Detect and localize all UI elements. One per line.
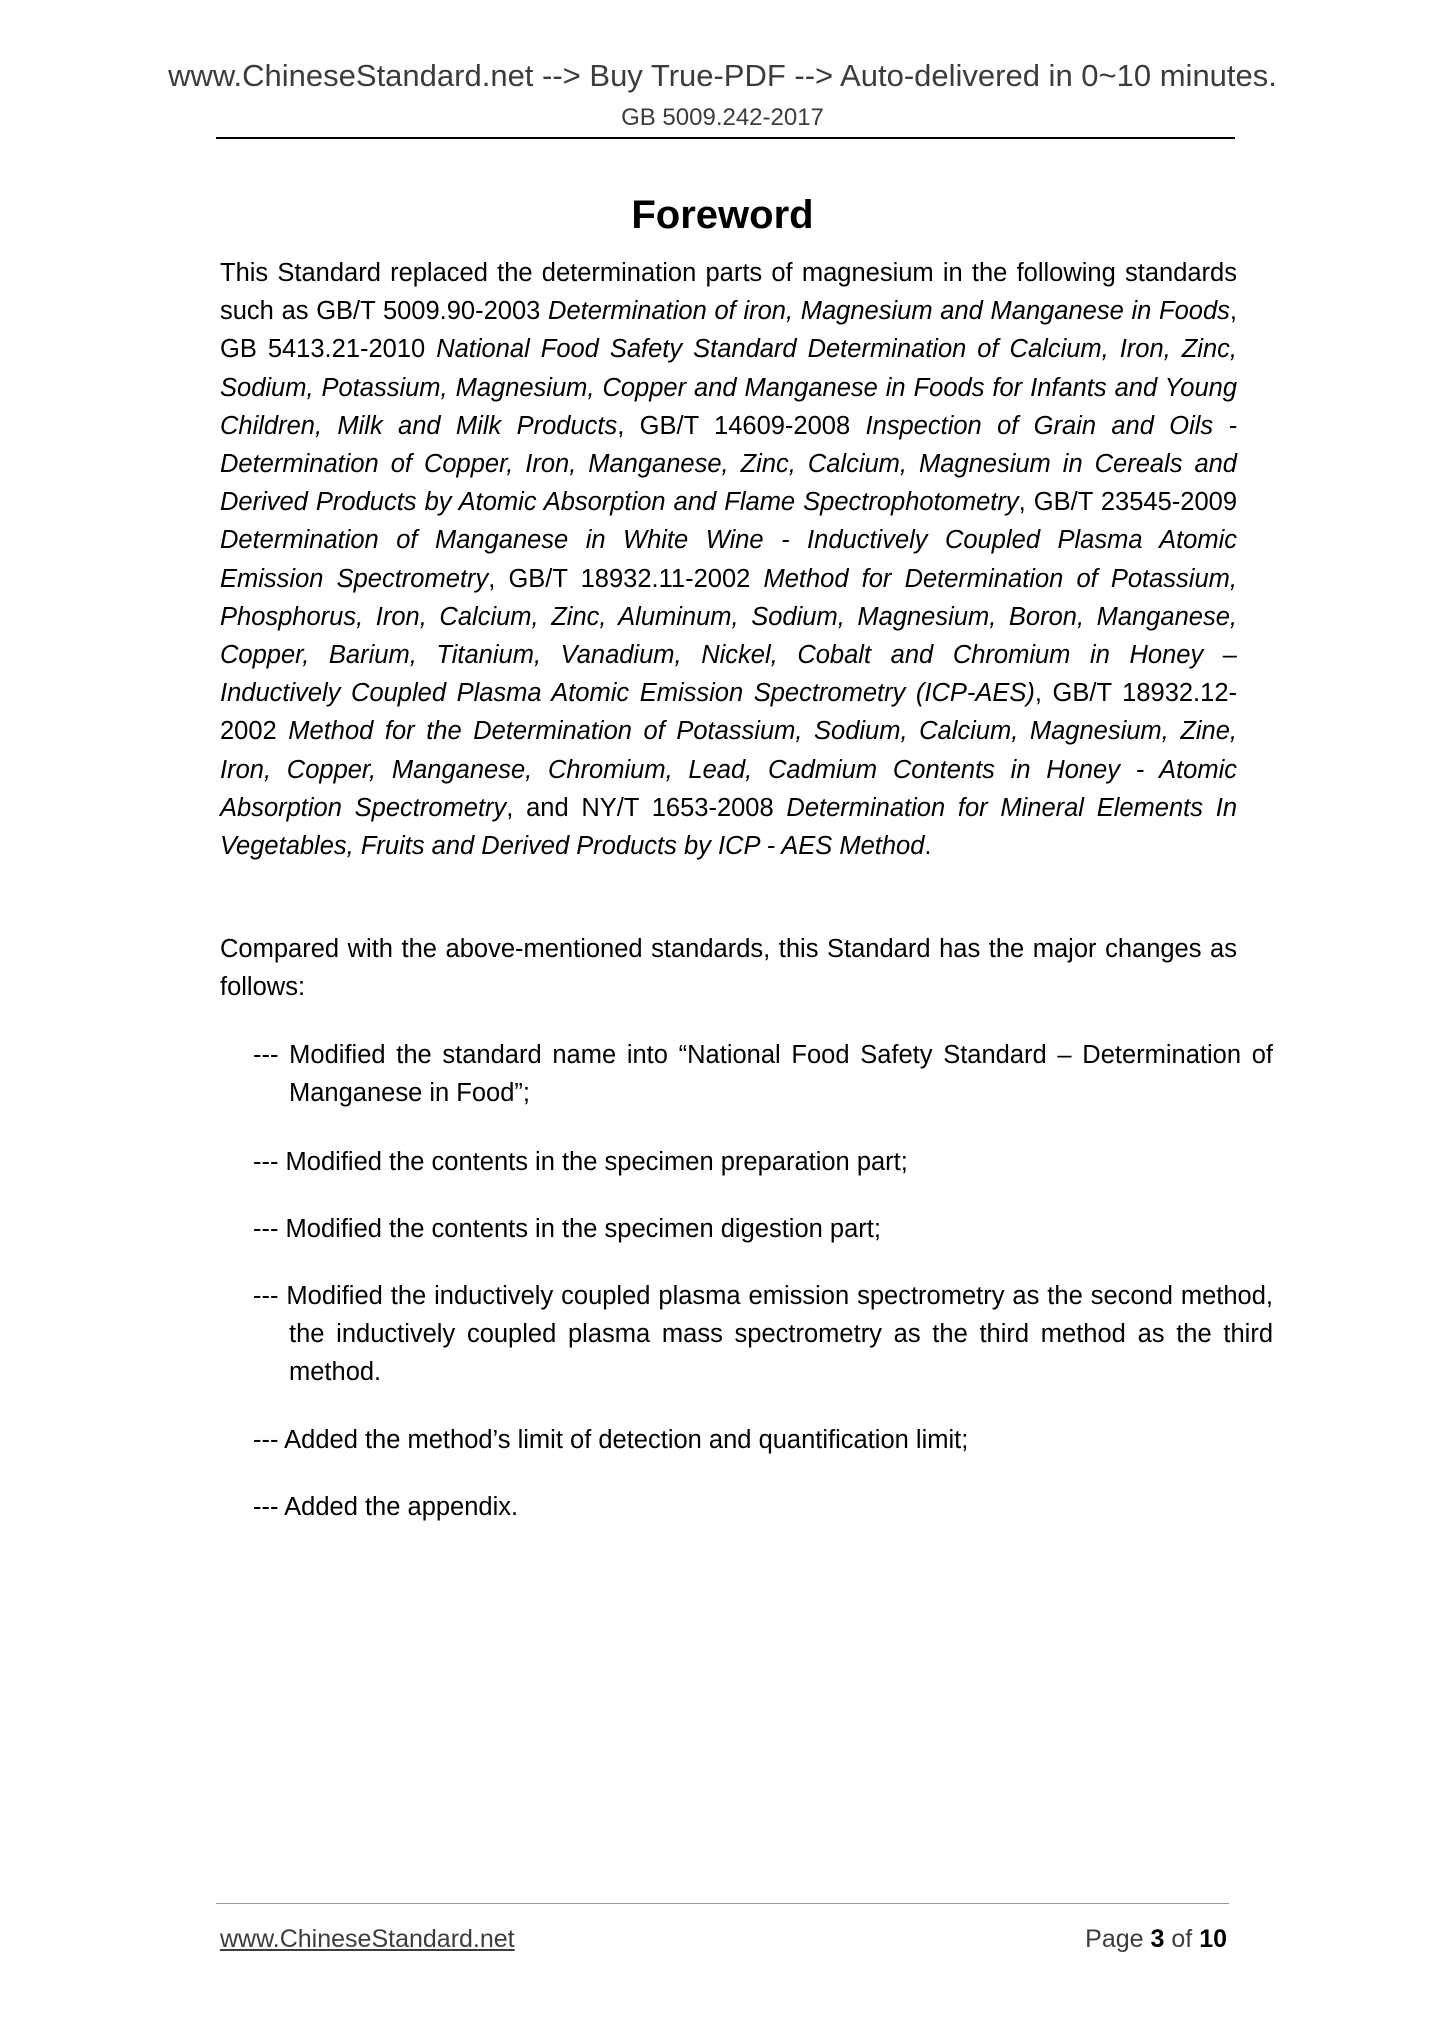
change-item: --- Modified the contents in the specimen digestion part; (253, 1215, 881, 1243)
change-item: --- Modified the standard name into “National Food Safety Standard – Determination of Manganese in Food”; (253, 1041, 1273, 1108)
standard-title-text: Method for Determination of Potassium, Phosphorus, Iron, Calcium, Zinc, Aluminum, Sodium, Magnesium, Boron, Manganese, Copper, Barium, Titanium, Vanadium, Nickel, Cobalt and Chromium in Honey – Inductively Coupled Plasma Atomic Emission Spectrometry (ICP-AES) (220, 564, 1237, 708)
change-item: --- Added the appendix. (253, 1493, 519, 1521)
standard-title-text: Inspection of Grain and Oils - Determination of Copper, Iron, Manganese, Zinc, Calcium, Magnesium in Cereals and Derived Products by Atomic Absorption and Flame Spectrophotometry (220, 411, 1237, 517)
page-title: Foreword (631, 193, 814, 237)
paragraph-text: , GB/T 18932.12-2002 (220, 679, 1237, 746)
paragraph-text: , and NY/T 1653-2008 (506, 793, 787, 822)
change-item: --- Modified the inductively coupled plasma emission spectrometry as the second method, the inductively coupled plasma mass spectrometry as the third method as the third method. (253, 1282, 1273, 1387)
foreword-paragraph-1 (220, 254, 1237, 865)
footer-divider (216, 1903, 1229, 1904)
page-prefix: Page (1085, 1925, 1144, 1953)
paragraph-text: , GB 5413.21-2010 (220, 297, 1237, 364)
page-total: 10 (1199, 1925, 1227, 1953)
paragraph-text: , GB/T 18932.11-2002 (488, 564, 764, 593)
footer-website-link[interactable]: www.ChineseStandard.net (220, 1925, 515, 1953)
paragraph-text: , GB/T 14609-2008 (617, 411, 866, 440)
change-item: --- Added the method’s limit of detection and quantification limit; (253, 1426, 969, 1454)
standard-title-text: Method for the Determination of Potassium, Sodium, Calcium, Magnesium, Zine, Iron, Copper, Manganese, Chromium, Lead, Cadmium Contents in Honey - Atomic Absorption Spectrometry (220, 717, 1238, 822)
paragraph-text: This Standard replaced the determination parts of magnesium in the following standards such as GB/T 5009.90-2003 (220, 259, 1237, 326)
paragraph-text: , GB/T 23545-2009 (1018, 488, 1237, 517)
standard-title-text: National Food Safety Standard Determination of Calcium, Iron, Zinc, Sodium, Potassium, Magnesium, Copper and Manganese in Foods for Infants and Young Children, Milk and Milk Products (220, 335, 1237, 440)
standard-title-text: Determination of Manganese in White Wine - Inductively Coupled Plasma Atomic Emission Spectrometry (220, 526, 1237, 593)
header-banner: www.ChineseStandard.net --> Buy True-PDF --> Auto-delivered in 0~10 minutes. (168, 58, 1277, 93)
header-divider (216, 137, 1235, 139)
foreword-paragraph-2: Compared with the above-mentioned standards, this Standard has the major changes as follows: (220, 935, 1237, 1002)
change-item: --- Modified the contents in the specimen preparation part; (253, 1148, 908, 1176)
standard-code: GB 5009.242-2017 (621, 104, 824, 131)
standard-title-text: Determination of iron, Magnesium and Manganese in Foods (548, 297, 1230, 326)
page-current: 3 (1150, 1925, 1165, 1953)
standard-title-text: Determination for Mineral Elements In Vegetables, Fruits and Derived Products by ICP - AES Method (220, 793, 1237, 861)
paragraph-text: . (924, 832, 932, 861)
page-number (1085, 1924, 1227, 1954)
page-of: of (1171, 1925, 1193, 1953)
